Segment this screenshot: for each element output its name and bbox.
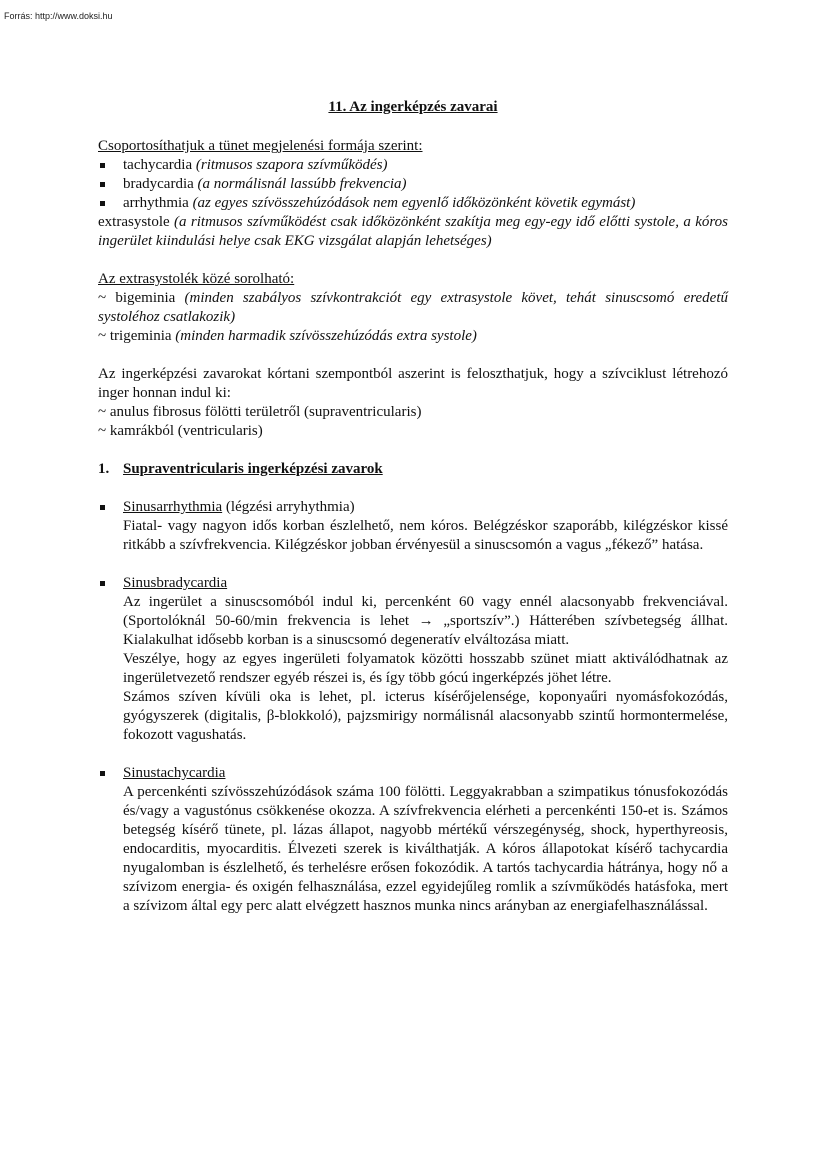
classification-text: Az ingerképzési zavarokat kórtani szempontból aszerint is feloszthatjuk, hogy a szívciklust létrehozó inger honnan indul ki: (98, 366, 728, 401)
list-item: ~ trigeminia (minden harmadik szívösszehúzódás extra systole) (98, 328, 477, 344)
classification-line: ~ anulus fibrosus fölötti területről (supraventricularis) (98, 404, 422, 420)
intro-heading: Csoportosíthatjuk a tünet megjelenési formája szerint: (98, 138, 423, 154)
paragraph: A percenkénti szívösszehúzódások száma 100 fölötti. Leggyakrabban a szimpatikus tónusfokozódás és/vagy a vagustónus csökkenése okozza. A szívfrekvencia elérheti a percenkénti 150-et is. Számos betegség kísérő tünete, pl. lázas állapot, nagyobb mértékű vérszegénység, shock, hyperthyreosis, endocarditis, myocarditis. Élvezeti szerek is kiválthatják. A kóros állapotokat kísérő tachycardia nyugalomban is észlelhető, és terhelésre erősen fokozódik. A tartós tachycardia hátránya, hogy nő a szívizom energia- és oxigén felhasználása, ezzel egyidejűleg romlik a szívműködés hatásfoka, mert a szívizom által egy perc alatt elvégzett hasznos munka nincs arányban az energiafelhasználással. (123, 784, 728, 914)
document-page (98, 98, 728, 916)
paragraph: Fiatal- vagy nagyon idős korban észlelhető, nem kóros. Belégzéskor szaporább, kilégzéskor kissé ritkább a szívfrekvencia. Kilégzéskor jobban érvényesül a sinuscsomón a vagus „fékező” hatása. (123, 518, 728, 553)
list-item: bradycardia (a normálisnál lassúbb frekvencia) (98, 175, 728, 194)
subsection-sinustachycardia (98, 764, 728, 916)
paragraph: Számos szíven kívüli oka is lehet, pl. icterus kísérőjelensége, koponyaűri nyomásfokozódás, gyógyszerek (digitalis, β-blokkoló), pajzsmirigy normálisnál alacsonyabb szintű hormontermelése, fokozott vagushatás. (123, 689, 728, 743)
paragraph: Veszélye, hogy az egyes ingerületi folyamatok közötti hosszabb szünet miatt aktiválódhatnak az ingerületvezető rendszer egyéb részei is, és így több gócú ingerképzés jöhet létre. (123, 651, 728, 686)
classification-line: ~ kamrákból (ventricularis) (98, 423, 263, 439)
list-item: ~ bigeminia (minden szabályos szívkontrakciót egy extrasystole követ, tehát sinuscsomó eredetű systoléhoz csatlakozik) (98, 290, 728, 325)
list-item: tachycardia (ritmusos szapora szívműködés) (98, 156, 728, 175)
extrasystoles-heading: Az extrasystolék közé sorolható: (98, 271, 295, 287)
section-number: 1. (98, 461, 110, 477)
section-heading (98, 460, 728, 479)
list-item: arrhythmia (az egyes szívösszehúzódások nem egyenlő időközönként követik egymást) (98, 194, 728, 213)
subsection-sinusarrhythmia: Sinusarrhythmia (légzési arryhythmia) Fiatal- vagy nagyon idős korban észlelhető, nem kóros. Belégzéskor szaporább, kilégzéskor kissé ritkább a szívfrekvencia. Kilégzéskor jobban érvényesül a sinuscsomón a vagus „fékező” hatása. (98, 498, 728, 555)
subsection-title: Sinustachycardia (123, 765, 226, 781)
symptom-list (98, 156, 728, 213)
extrasystole-definition: extrasystole (a ritmusos szívműködést csak időközönként szakítja meg egy-egy idő előtti systole, a kóros ingerület kiindulási helye csak EKG vizsgálat alapján lehetséges) (98, 214, 728, 249)
subsection-title: Sinusbradycardia (123, 575, 228, 591)
section-title: Supraventricularis ingerképzési zavarok (123, 461, 383, 477)
page-title: 11. Az ingerképzés zavarai (328, 99, 498, 115)
paragraph: Az ingerület a sinuscsomóból indul ki, percenként 60 vagy ennél alacsonyabb frekvenciával. (Sportolóknál 50-60/min frekvencia is lehet → „sportszív”.) Hátterében szívbetegség állhat. Kialakulhat idősebb korban is a sinuscsomó degeneratív elváltozása miatt. (123, 594, 728, 648)
source-note: Forrás: http://www.doksi.hu (4, 11, 113, 21)
subsection-sinusbradycardia (98, 574, 728, 745)
subsection-title: Sinusarrhythmia (123, 499, 223, 515)
